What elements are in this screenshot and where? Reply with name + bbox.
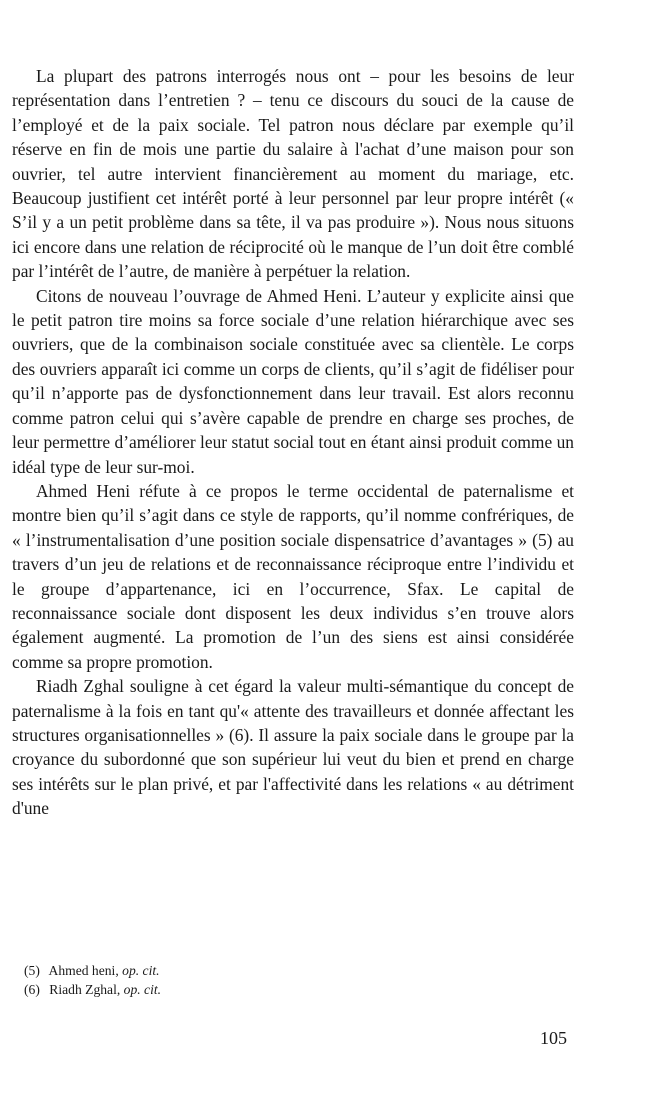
paragraph-3: Ahmed Heni réfute à ce propos le terme occidental de paternalisme et montre bien qu’il s’agit dans ce style de rapports, qu’il nomme confrériques, de « l’instrumentalisation d’une position sociale dispensatrice d’avantages » (5) au travers d’un jeu de relations et de reconnaissance réciproque entre l’individu et le groupe d’appartenance, ici en l’occurrence, Sfax. Le capital de reconnaissance sociale dont disposent les deux individus s’en trouve alors également augmenté. La promotion de l’un des siens est ainsi considérée comme sa propre promotion. (12, 480, 574, 672)
paragraph-1: La plupart des patrons interrogés nous ont – pour les besoins de leur représentation dans l’entretien ? – tenu ce discours du souci de la cause de l’employé et de la paix sociale. Tel patron nous déclare par exemple qu’il réserve en fin de mois une partie du salaire à l'achat d’une maison pour son ouvrier, tel autre intervient financièrement au moment du mariage, etc. Beaucoup justifient cet intérêt porté à leur personnel par leur propre intérêt (« S’il y a un petit problème dans sa tête, il va pas produire »). Nous nous situons ici encore dans une relation de réciprocité où le manque de l’un doit être comblé par l’intérêt de l’autre, de manière à perpétuer la relation. (12, 66, 574, 282)
paragraph-4: Riadh Zghal souligne à cet égard la valeur multi-sémantique du concept de paternalisme à la fois en tant qu'« attente des travailleurs et donnée affectant les structures organisationnelles » (6). Il assure la paix sociale dans le groupe par la croyance du subordonné que son supérieur lui veut du bien et prend en charge ses intérêts sur le plan privé, et par l'affectivité dans les relations « au détriment d'une (12, 676, 574, 819)
footnote-reference: op. cit. (122, 963, 160, 978)
footnote-reference: op. cit. (123, 982, 162, 997)
footnote-6 (24, 980, 564, 999)
footnote-number: (5) (24, 963, 40, 978)
page-number: 105 (540, 1028, 567, 1048)
body-text (12, 64, 574, 821)
footnotes (24, 961, 564, 999)
footnote-5 (24, 961, 564, 980)
footnote-number: (6) (24, 982, 40, 997)
footnote-author: Ahmed heni, (48, 963, 119, 978)
footnote-author: Riadh Zghal, (49, 982, 121, 997)
paragraph-2: Citons de nouveau l’ouvrage de Ahmed Heni. L’auteur y explicite ainsi que le petit patron tire moins sa force sociale d’une relation hiérarchique avec ses ouvriers, que de la combinaison sociale constituée avec sa clientèle. Le corps des ouvriers apparaît ici comme un corps de clients, qu’il s’agit de fidéliser pour qu’il n’apporte pas de dysfonctionnement dans leur travail. Est alors reconnu comme patron celui qui s’avère capable de prendre en charge ses proches, de leur permettre d’améliorer leur statut social tout en étant ainsi produit comme un idéal type de leur sur-moi. (12, 285, 574, 477)
